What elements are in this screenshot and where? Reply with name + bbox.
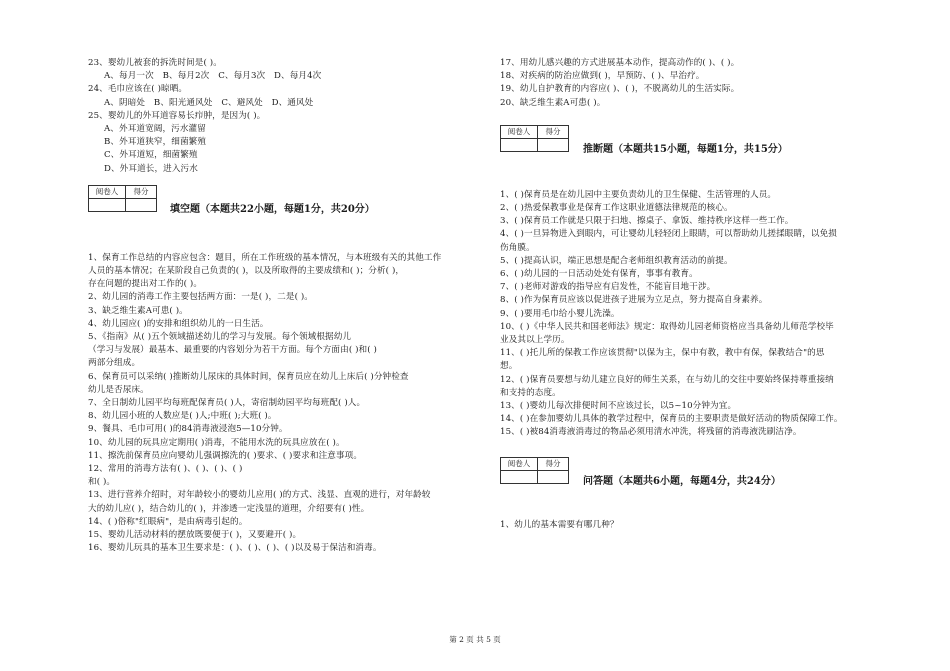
mc-question-23 — [88, 57, 493, 83]
fill-line: 1、保育工作总结的内容应包含：题目，所在工作班级的基本情况，与本班级有关的其他工作 — [88, 252, 442, 263]
question-text: 23、婴幼儿被套的拆洗时间是( )。 — [88, 58, 222, 68]
fill-line: 9、餐具、毛巾可用( )的84消毒液浸泡5—10分钟。 — [88, 424, 288, 435]
judge-line: 11、( )托儿所的保教工作应该贯彻"以保为主，保中有教，教中有保，保教结合"的思 — [500, 348, 825, 359]
judge-line: 9、( )要用毛巾给小婴儿洗澡。 — [500, 308, 620, 319]
mc-question-24 — [88, 83, 493, 109]
fill-line: 11、擦洗前保育员应向婴幼儿强调擦洗的( )要求、( )要求和注意事项。 — [88, 450, 363, 461]
judge-line: 2、( )热爱保教事业是保育工作这职业道德法律规范的核心。 — [500, 203, 733, 214]
judge-line: 和支持的态度。 — [500, 387, 561, 398]
judge-line: 7、( )老师对游戏的指导应有启发性，不能盲目地干涉。 — [500, 282, 716, 293]
section-title: 推断题（本题共15小题，每题1分，共15分） — [583, 143, 788, 155]
fill-line: 7、全日制幼儿园平均每班配保育员( )人，寄宿制幼园平均每班配( )人。 — [88, 398, 366, 409]
judge-line: 6、( )幼儿园的一日活动处处有保育，事事有教育。 — [500, 269, 698, 280]
reviewer-label: 阅卷人 — [501, 457, 538, 470]
score-cell — [538, 470, 569, 483]
option-a: A、外耳道宽阔，污水灌留 — [104, 124, 206, 135]
score-box — [88, 185, 157, 212]
fill-line: 16、婴幼儿玩具的基本卫生要求是：( )、( )、( )、( )以及易于保洁和消毒。 — [88, 543, 382, 554]
judge-questions — [500, 189, 905, 440]
fill-line: 19、幼儿自护教育的内容应( )、( )，不脱离幼儿的生活实际。 — [500, 84, 740, 95]
option-b: B、外耳道狭窄，细菌繁殖 — [104, 137, 207, 148]
judge-line: 4、( )一旦异物进入到眼内，可让婴幼儿轻轻闭上眼睛，可以帮助幼儿搓揉眼睛，以免损 — [500, 229, 837, 240]
section-title: 填空题（本题共22小题，每题1分，共20分） — [170, 203, 375, 215]
fill-line: 5、《指南》从( )五个领域描述幼儿的学习与发展。每个领域根据幼儿 — [88, 332, 352, 343]
score-label: 得分 — [538, 457, 569, 470]
right-column — [500, 57, 905, 532]
judge-line: 1、( )保育员是在幼儿园中主要负责幼儿的卫生保健、生活管理的人员。 — [500, 189, 777, 200]
fill-line: 8、幼儿园小班的人数应是( )人;中班( );大班( )。 — [88, 411, 277, 422]
fill-line: 12、常用的消毒方法有( )、( )、( )、( ) — [88, 464, 243, 475]
qa-line: 1、幼儿的基本需要有哪几种？ — [500, 519, 619, 530]
fill-line: 3、缺乏维生素A可患( )。 — [88, 305, 188, 316]
score-label: 得分 — [538, 125, 569, 138]
reviewer-label: 阅卷人 — [501, 125, 538, 138]
reviewer-label: 阅卷人 — [89, 185, 126, 198]
fill-line: 17、用幼儿感兴趣的方式进展基本动作，提高动作的( )、( )。 — [500, 58, 740, 68]
qa-section-header — [500, 457, 905, 497]
judge-line: 想。 — [500, 361, 518, 372]
judge-line: 8、( )作为保育员应该以促进孩子进展为立足点，努力提高自身素养。 — [500, 295, 768, 306]
fill-line: 大的幼儿应( )，结合幼儿的( )，并渗透一定浅显的道理，介绍要有( )性。 — [88, 503, 370, 514]
judge-line: 业及其以上学历。 — [500, 335, 570, 346]
judge-line: 13、( )婴幼儿每次排便时间不应该过长，以5~10分钟为宜。 — [500, 401, 737, 412]
fill-line: 幼儿是否尿床。 — [88, 384, 149, 395]
fill-questions — [88, 252, 488, 556]
judge-line: 3、( )保育员工作就是只限于扫地、擦桌子、拿饭、维持秩序这样一些工作。 — [500, 216, 794, 227]
reviewer-cell — [501, 470, 538, 483]
question-text: 25、婴幼儿的外耳道容易长疖肿，是因为( )。 — [88, 110, 266, 121]
question-options: A、阴暗处 B、阳光通风处 C、避风处 D、通风处 — [104, 97, 314, 108]
fill-line: 6、保育员可以采纳( )推断幼儿尿床的具体时间，保育员应在幼儿上床后( )分钟检查 — [88, 371, 409, 382]
score-box — [500, 125, 569, 152]
score-box — [500, 457, 569, 484]
fill-line: 4、幼儿园应( )的安排和组织幼儿的一日生活。 — [88, 318, 269, 329]
judge-line: 5、( )提高认识，端正思想是配合老师组织教育活动的前提。 — [500, 255, 733, 266]
judge-line: 12、( )保育员要想与幼儿建立良好的师生关系，在与幼儿的交往中要始终保持尊重接纳 — [500, 374, 834, 385]
fill-line: 20、缺乏维生素A可患( )。 — [500, 97, 606, 108]
fill-line: 18、对疾病的防治应做到( )，早预防、( )、早治疗。 — [500, 71, 705, 82]
reviewer-cell — [501, 138, 538, 151]
page-number: 第 2 页 共 5 页 — [449, 635, 501, 644]
fill-line: 两部分组成。 — [88, 358, 141, 369]
fill-line: 13、进行营养介绍时，对年龄较小的婴幼儿应用( )的方式、浅显、直观的进行，对年龄较 — [88, 490, 431, 501]
score-label: 得分 — [126, 185, 157, 198]
left-column — [88, 57, 493, 556]
fill-line: 14、( )俗称"红眼病"，是由病毒引起的。 — [88, 516, 248, 527]
mc-question-25 — [88, 110, 493, 176]
qa-questions — [500, 519, 905, 532]
fill-line: （学习与发展）最基本、最重要的内容划分为若干方面。每个方面由( )和( ) — [88, 345, 377, 356]
fill-section-header — [88, 185, 493, 225]
score-cell — [538, 138, 569, 151]
fill-line: 和( )。 — [88, 477, 116, 488]
judge-line: 伤角膜。 — [500, 242, 535, 253]
judge-line: 14、( )在参加婴幼儿具体的教学过程中，保育员的主要职责是做好活动的物质保障工作。 — [500, 414, 843, 425]
option-d: D、外耳道长，进入污水 — [104, 163, 198, 174]
option-c: C、外耳道短，细菌繁殖 — [104, 150, 198, 161]
judge-line: 15、( )被84消毒液消毒过的物品必须用清水冲洗，将残留的消毒液洗刷洁净。 — [500, 427, 802, 438]
fill-line: 2、幼儿园的消毒工作主要包括两方面：一是( )，二是( )。 — [88, 292, 313, 303]
judge-line: 10、( )《中华人民共和国老师法》规定：取得幼儿园老师资格应当具备幼儿师范学校毕 — [500, 321, 834, 332]
fill-line: 10、幼儿园的玩具应定期用( )消毒，不能用水洗的玩具应放在( )。 — [88, 437, 345, 448]
fill-line: 存在问题的提出对工作的( )。 — [88, 279, 203, 290]
section-title: 问答题（本题共6小题，每题4分，共24分） — [583, 475, 781, 487]
judge-section-header — [500, 125, 905, 165]
score-cell — [126, 198, 157, 211]
reviewer-cell — [89, 198, 126, 211]
fill-line: 人员的基本情况；在某阶段自己负责的( )，以及所取得的主要成绩和( )；分析( )， — [88, 266, 405, 277]
question-options: A、每月一次 B、每月2次 C、每月3次 D、每月4次 — [104, 71, 322, 82]
fill-questions-continued — [500, 57, 905, 110]
question-text: 24、毛巾应该在( )晾晒。 — [88, 84, 188, 95]
fill-line: 15、婴幼儿活动材料的摆放既要便于( )，又要避开( )。 — [88, 530, 302, 541]
